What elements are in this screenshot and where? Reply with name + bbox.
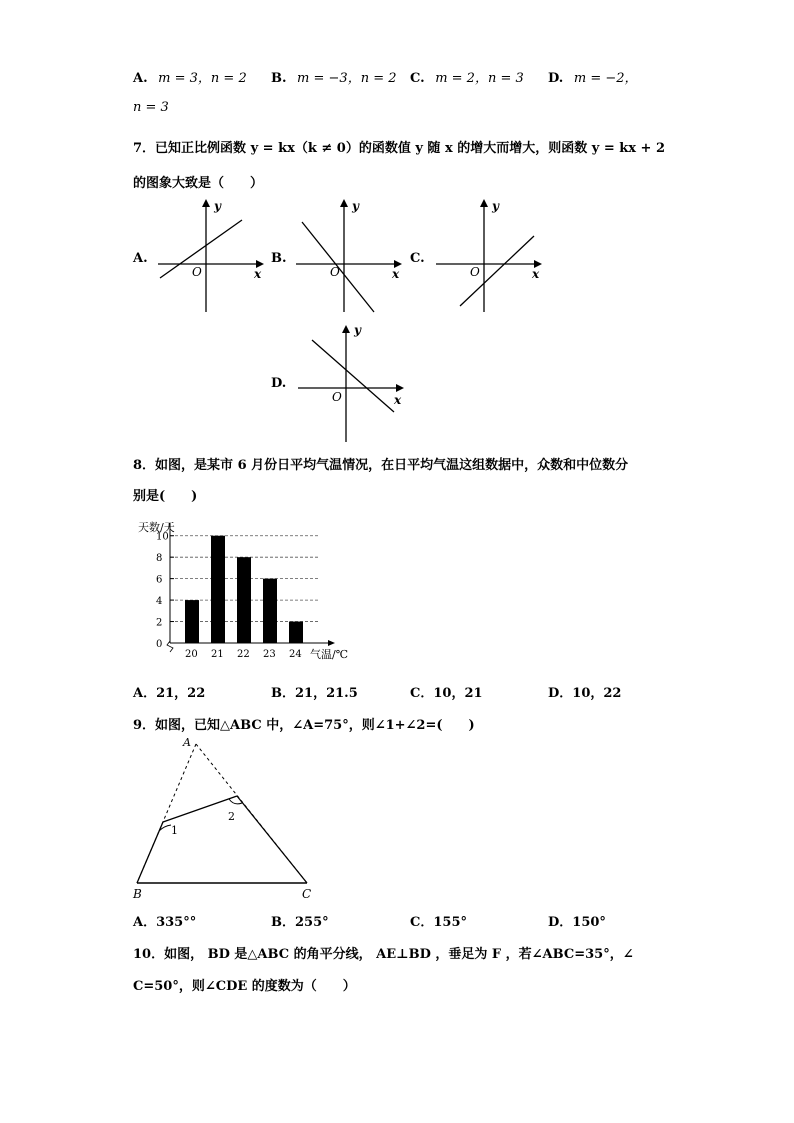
q7-graph-c [428, 192, 553, 317]
q9-option-d[interactable]: D．150° [548, 915, 606, 930]
chart-bar [185, 600, 199, 643]
q7-option-b-label[interactable]: B. [271, 251, 287, 266]
q7-graph-b [288, 192, 413, 317]
q7d-origin-label: O [332, 390, 342, 404]
q6-option-d-continued: n = 3 [133, 100, 169, 115]
q9-option-c[interactable]: C．155° [410, 915, 467, 930]
chart-xtick-label: 20 [185, 649, 198, 660]
q7d-y-label: y [354, 323, 361, 337]
q8-option-c[interactable]: C．10，21 [410, 686, 483, 701]
q8-option-b[interactable]: B．21，21.5 [271, 686, 358, 701]
q7a-x-label: x [254, 267, 262, 281]
chart-xtick-label: 22 [237, 649, 250, 660]
q7-option-a-label[interactable]: A. [133, 251, 148, 266]
chart-ytick-label: 10 [156, 531, 169, 543]
q6-option-b[interactable]: B. m = −3，n = 2 [271, 71, 397, 86]
chart-xtick-label: 21 [211, 649, 224, 660]
chart-xtick-label: 24 [289, 649, 302, 660]
chart-yticks [156, 532, 174, 650]
q6-option-c[interactable]: C. m = 2，n = 3 [410, 71, 524, 86]
chart-bar [237, 557, 251, 643]
q8-option-a[interactable]: A．21，22 [133, 686, 206, 701]
chart-xtick-label: 23 [263, 649, 276, 660]
q8-option-d[interactable]: D．10，22 [548, 686, 622, 701]
q9-option-b[interactable]: B．255° [271, 915, 329, 930]
q9-angle-1: 1 [171, 824, 178, 837]
q7-stem-line1: 7．已知正比例函数 y = kx（k ≠ 0）的函数值 y 随 x 的增大而增大，则函数 y = kx + 2 [133, 141, 666, 156]
chart-bar [211, 536, 225, 643]
chart-xticks [185, 649, 302, 660]
q7-graph-d [290, 318, 415, 448]
q7a-y-label: y [214, 199, 221, 213]
q9-vertex-a: A [183, 736, 191, 749]
chart-ytick-label: 4 [156, 596, 163, 608]
q9-option-a[interactable]: A．335°° [133, 915, 197, 930]
chart-x-arrow [328, 640, 335, 646]
q6-option-d-text: m = −2， [573, 71, 638, 86]
q9-vertex-b: B [133, 887, 142, 901]
q9-stem: 9．如图，已知△ABC 中，∠A=75°，则∠1+∠2=( ) [133, 718, 475, 733]
chart-ytick-label: 0 [156, 639, 163, 650]
q6-option-b-text: m = −3，n = 2 [297, 71, 397, 86]
q10-stem-line1: 10．如图， BD 是△ABC 的角平分线， AE⊥BD ，垂足为 F ，若∠ABC=35°，∠ [133, 947, 634, 962]
q7a-origin-label: O [192, 265, 202, 279]
q7b-x-label: x [392, 267, 400, 281]
q7b-y-label: y [352, 199, 359, 213]
chart-bar [289, 622, 303, 643]
q9-triangle-figure [130, 736, 330, 906]
q7b-origin-label: O [330, 265, 340, 279]
chart-ytick-label: 8 [156, 553, 163, 565]
q7c-y-label: y [492, 199, 499, 213]
q7c-origin-label: O [470, 265, 480, 279]
q8-stem-line1: 8．如图，是某市 6 月份日平均气温情况，在日平均气温这组数据中，众数和中位数分 [133, 458, 629, 473]
q10-stem-line2: C=50°，则∠CDE 的度数为（ ） [133, 979, 356, 994]
q8-stem-line2: 别是( ) [133, 489, 198, 504]
q7c-x-label: x [532, 267, 540, 281]
chart-ytick-label: 6 [156, 574, 163, 586]
q6-option-c-text: m = 2，n = 3 [435, 71, 524, 86]
q7-option-d-label[interactable]: D. [271, 376, 287, 391]
q7-stem-line2: 的图象大致是（ ） [133, 176, 264, 191]
q9-vertex-c: C [302, 887, 312, 901]
chart-bar [263, 579, 277, 643]
q6-option-d[interactable]: D. m = −2， [548, 71, 638, 86]
q7d-x-label: x [394, 393, 402, 407]
q6-option-a[interactable]: A. m = 3，n = 2 [133, 71, 247, 86]
q7-graph-a [150, 192, 275, 317]
chart-bars [185, 536, 303, 643]
chart-xlabel: 气温/℃ [310, 648, 349, 661]
q7-option-c-label[interactable]: C. [410, 251, 425, 266]
q8-temperature-bar-chart [130, 515, 360, 665]
q9-angle-2: 2 [228, 810, 235, 823]
q6-option-a-text: m = 3，n = 2 [158, 71, 247, 86]
chart-ytick-label: 2 [156, 617, 163, 629]
chart-ylabel: 天数/天 [138, 521, 175, 534]
